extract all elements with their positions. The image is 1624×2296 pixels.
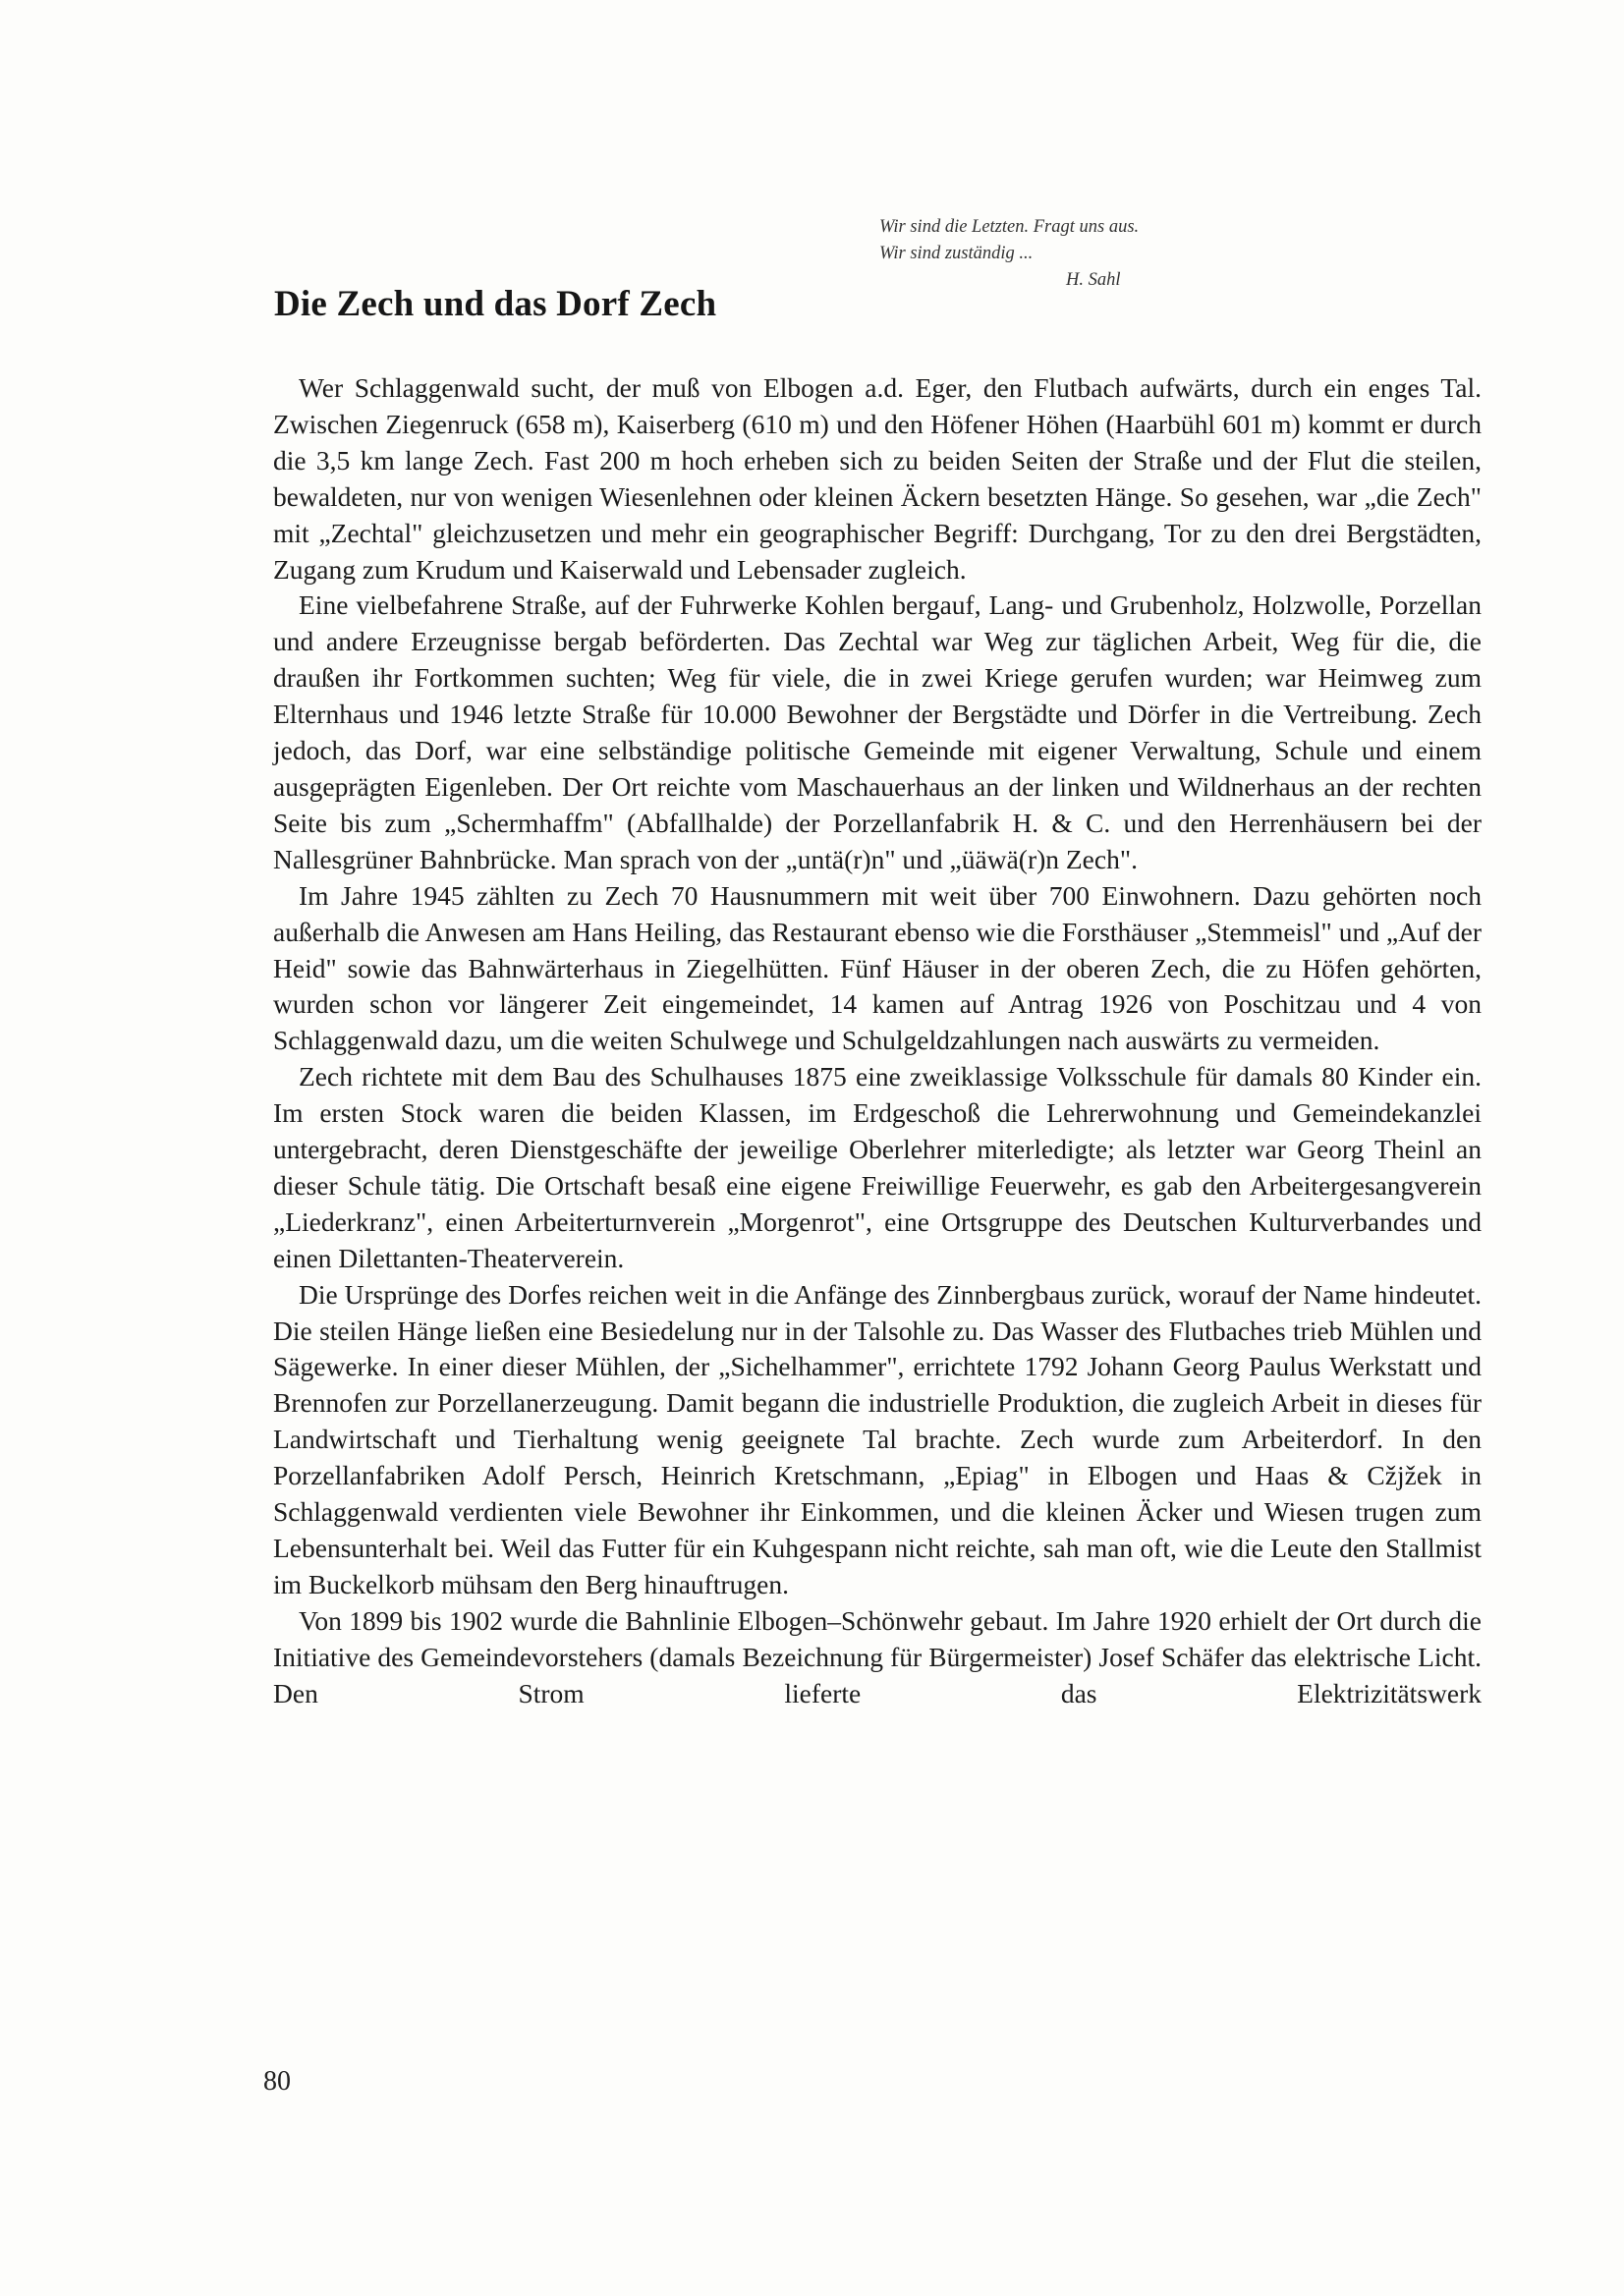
- chapter-title: Die Zech und das Dorf Zech: [274, 284, 717, 324]
- epigraph-line: Wir sind zuständig ...: [879, 244, 1034, 263]
- paragraph: Die Ursprünge des Dorfes reichen weit in die Anfänge des Zinnbergbaus zurück, worauf der Name hindeutet. Die steilen Hänge ließen eine Besiedelung nur in der Talsohle zu. Das Wasser des Flutbaches trieb Mühlen und Sägewerke. In einer dieser Mühlen, der „Sichelhammer", errichtete 1792 Johann Georg Paulus Werkstatt und Brennofen zur Porzellanerzeugung. Damit begann die industrielle Produktion, die zugleich Arbeit in dieses für Landwirtschaft und Tierhaltung wenig geeignete Tal brachte. Zech wurde zum Arbeiterdorf. In den Porzellanfabriken Adolf Persch, Heinrich Kretschmann, „Epiag" in Elbogen und Haas & Cžjžek in Schlaggenwald verdienten viele Bewohner ihr Einkommen, und die kleinen Äcker und Wiesen trugen zum Lebensunterhalt bei. Weil das Futter für ein Kuhgespann nicht reichte, sah man oft, wie die Leute den Stallmist im Buckelkorb mühsam den Berg hinauftrugen.: [273, 1278, 1482, 1599]
- paragraph: Im Jahre 1945 zählten zu Zech 70 Hausnummern mit weit über 700 Einwohnern. Dazu gehörten noch außerhalb die Anwesen am Hans Heiling, das Restaurant ebenso wie die Forsthäuser „Stemmeisl" und „Auf der Heid" sowie das Bahnwärterhaus in Ziegelhütten. Fünf Häuser in der oberen Zech, die zu Höfen gehörten, wurden schon vor längerer Zeit eingemeindet, 14 kamen auf Antrag 1926 von Poschitzau und 4 von Schlaggenwald dazu, um die weiten Schulwege und Schulgeldzahlungen nach auswärts zu vermeiden.: [273, 879, 1482, 1056]
- page-number: 80: [263, 2066, 291, 2097]
- paragraph: Eine vielbefahrene Straße, auf der Fuhrwerke Kohlen bergauf, Lang- und Grubenholz, Holzwolle, Porzellan und andere Erzeugnisse bergab beförderten. Das Zechtal war Weg zur täglichen Arbeit, Weg für die, die draußen ihr Fortkommen suchten; Weg für viele, die in zwei Kriege gerufen wurden; war Heimweg zum Elternhaus und 1946 letzte Straße für 10.000 Bewohner der Bergstädte und Dörfer in die Vertreibung. Zech jedoch, das Dorf, war eine selbständige politische Gemeinde mit eigener Verwaltung, Schule und einem ausgeprägten Eigenleben. Der Ort reichte vom Maschauerhaus an der linken und Wildnerhaus an der rechten Seite bis zum „Schermhaffm" (Abfallhalde) der Porzellanfabrik H. & C. und den Herrenhäusern bei der Nallesgrüner Bahnbrücke. Man sprach von der „untä(r)n" und „üäwä(r)n Zech".: [273, 589, 1482, 874]
- epigraph-line: Wir sind die Letzten. Fragt uns aus.: [879, 217, 1140, 237]
- body-text: [273, 370, 1482, 1712]
- paragraph: Wer Schlaggenwald sucht, der muß von Elbogen a.d. Eger, den Flutbach aufwärts, durch ein enges Tal. Zwischen Ziegenruck (658 m), Kaiserberg (610 m) und den Höfener Höhen (Haarbühl 601 m) kommt er durch die 3,5 km lange Zech. Fast 200 m hoch erheben sich zu beiden Seiten der Straße und der Flut die steilen, bewaldeten, nur von wenigen Wiesenlehnen oder kleinen Äckern besetzten Hänge. So gesehen, war „die Zech" mit „Zechtal" gleichzusetzen und mehr ein geographischer Begriff: Durchgang, Tor zu den drei Bergstädten, Zugang zum Krudum und Kaiserwald und Lebensader zugleich.: [273, 372, 1482, 585]
- epigraph: [879, 214, 1312, 294]
- paragraph: Zech richtete mit dem Bau des Schulhauses 1875 eine zweiklassige Volksschule für damals 80 Kinder ein. Im ersten Stock waren die beiden Klassen, im Erdgeschoß die Lehrerwohnung und Gemeindekanzlei untergebracht, deren Dienstgeschäfte der jeweilige Oberlehrer miterledigte; als letzter war Georg Theinl an dieser Schule tätig. Die Ortschaft besaß eine eigene Freiwillige Feuerwehr, es gab den Arbeitergesangverein „Liederkranz", einen Arbeiterturnverein „Morgenrot", eine Ortsgruppe des Deutschen Kulturverbandes und einen Dilettanten-Theaterverein.: [273, 1061, 1482, 1273]
- epigraph-author: H. Sahl: [1066, 270, 1121, 290]
- paragraph: Von 1899 bis 1902 wurde die Bahnlinie Elbogen–Schönwehr gebaut. Im Jahre 1920 erhielt der Ort durch die Initiative des Gemeindevorstehers (damals Bezeichnung für Bürgermeister) Josef Schäfer das elektrische Licht. Den Strom lieferte das Elektrizitätswerk: [273, 1604, 1482, 1708]
